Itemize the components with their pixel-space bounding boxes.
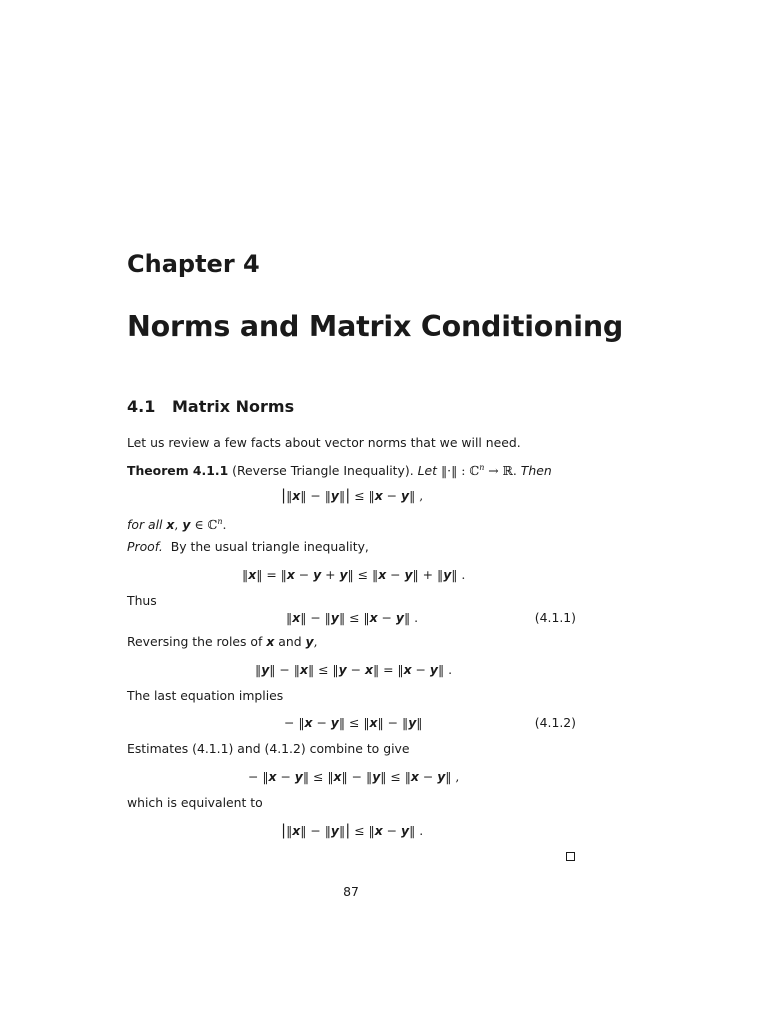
equivalent-line: which is equivalent to <box>127 795 263 810</box>
chapter-label: Chapter 4 <box>127 250 260 278</box>
equation-number-2: (4.1.2) <box>534 715 576 730</box>
theorem-name: (Reverse Triangle Inequality). <box>232 463 414 479</box>
thus-line: Thus <box>127 593 157 608</box>
proof-line <box>127 539 369 555</box>
last-eq-line: The last equation implies <box>127 688 284 703</box>
estimates-line: Estimates (4.1.1) and (4.1.2) combine to give <box>127 741 410 756</box>
equation-number-1: (4.1.1) <box>534 610 576 625</box>
equation-reverse: ‖y‖ − ‖x‖ ≤ ‖y − x‖ = ‖x − y‖ . <box>255 662 453 677</box>
var-x: x <box>266 634 275 649</box>
proof-intro: By the usual triangle inequality, <box>170 539 369 554</box>
intro-paragraph: Let us review a few facts about vector norms that we will need. <box>127 435 521 450</box>
chapter-title: Norms and Matrix Conditioning <box>127 310 624 343</box>
for-all-text: for all <box>127 517 163 533</box>
for-all-line <box>127 514 226 533</box>
and-text: and <box>278 634 302 649</box>
theorem-let: Let <box>417 463 437 479</box>
equation-4-1-1: ‖x‖ − ‖y‖ ≤ ‖x − y‖ . <box>286 610 419 625</box>
for-all-math: x, y ∈ ℂ$^n$. <box>166 517 227 533</box>
theorem-statement <box>127 460 552 479</box>
qed-box-icon <box>566 852 575 861</box>
equation-combined: − ‖x − y‖ ≤ ‖x‖ − ‖y‖ ≤ ‖x − y‖ , <box>248 769 460 784</box>
proof-label: Proof. <box>127 539 163 554</box>
var-y: y, <box>305 634 318 649</box>
equation-final: |‖x‖ − ‖y‖| ≤ ‖x − y‖ . <box>281 821 424 839</box>
section-number: 4.1 <box>127 397 156 416</box>
norm-map: ‖·‖ : ℂ$^n$ → ℝ. <box>440 463 517 479</box>
page-number: 87 <box>343 884 359 899</box>
equation-triangle: ‖x‖ = ‖x − y + y‖ ≤ ‖x − y‖ + ‖y‖ . <box>242 567 466 582</box>
theorem-label: Theorem 4.1.1 <box>127 463 229 479</box>
section-heading <box>127 397 294 416</box>
reversing-line <box>127 634 318 650</box>
section-title: Matrix Norms <box>172 397 295 416</box>
equation-4-1-2: − ‖x − y‖ ≤ ‖x‖ − ‖y‖ <box>284 715 423 730</box>
reversing-text: Reversing the roles of <box>127 634 263 649</box>
theorem-then: Then <box>520 463 552 479</box>
equation-theorem: |‖x‖ − ‖y‖| ≤ ‖x − y‖ , <box>281 486 424 504</box>
